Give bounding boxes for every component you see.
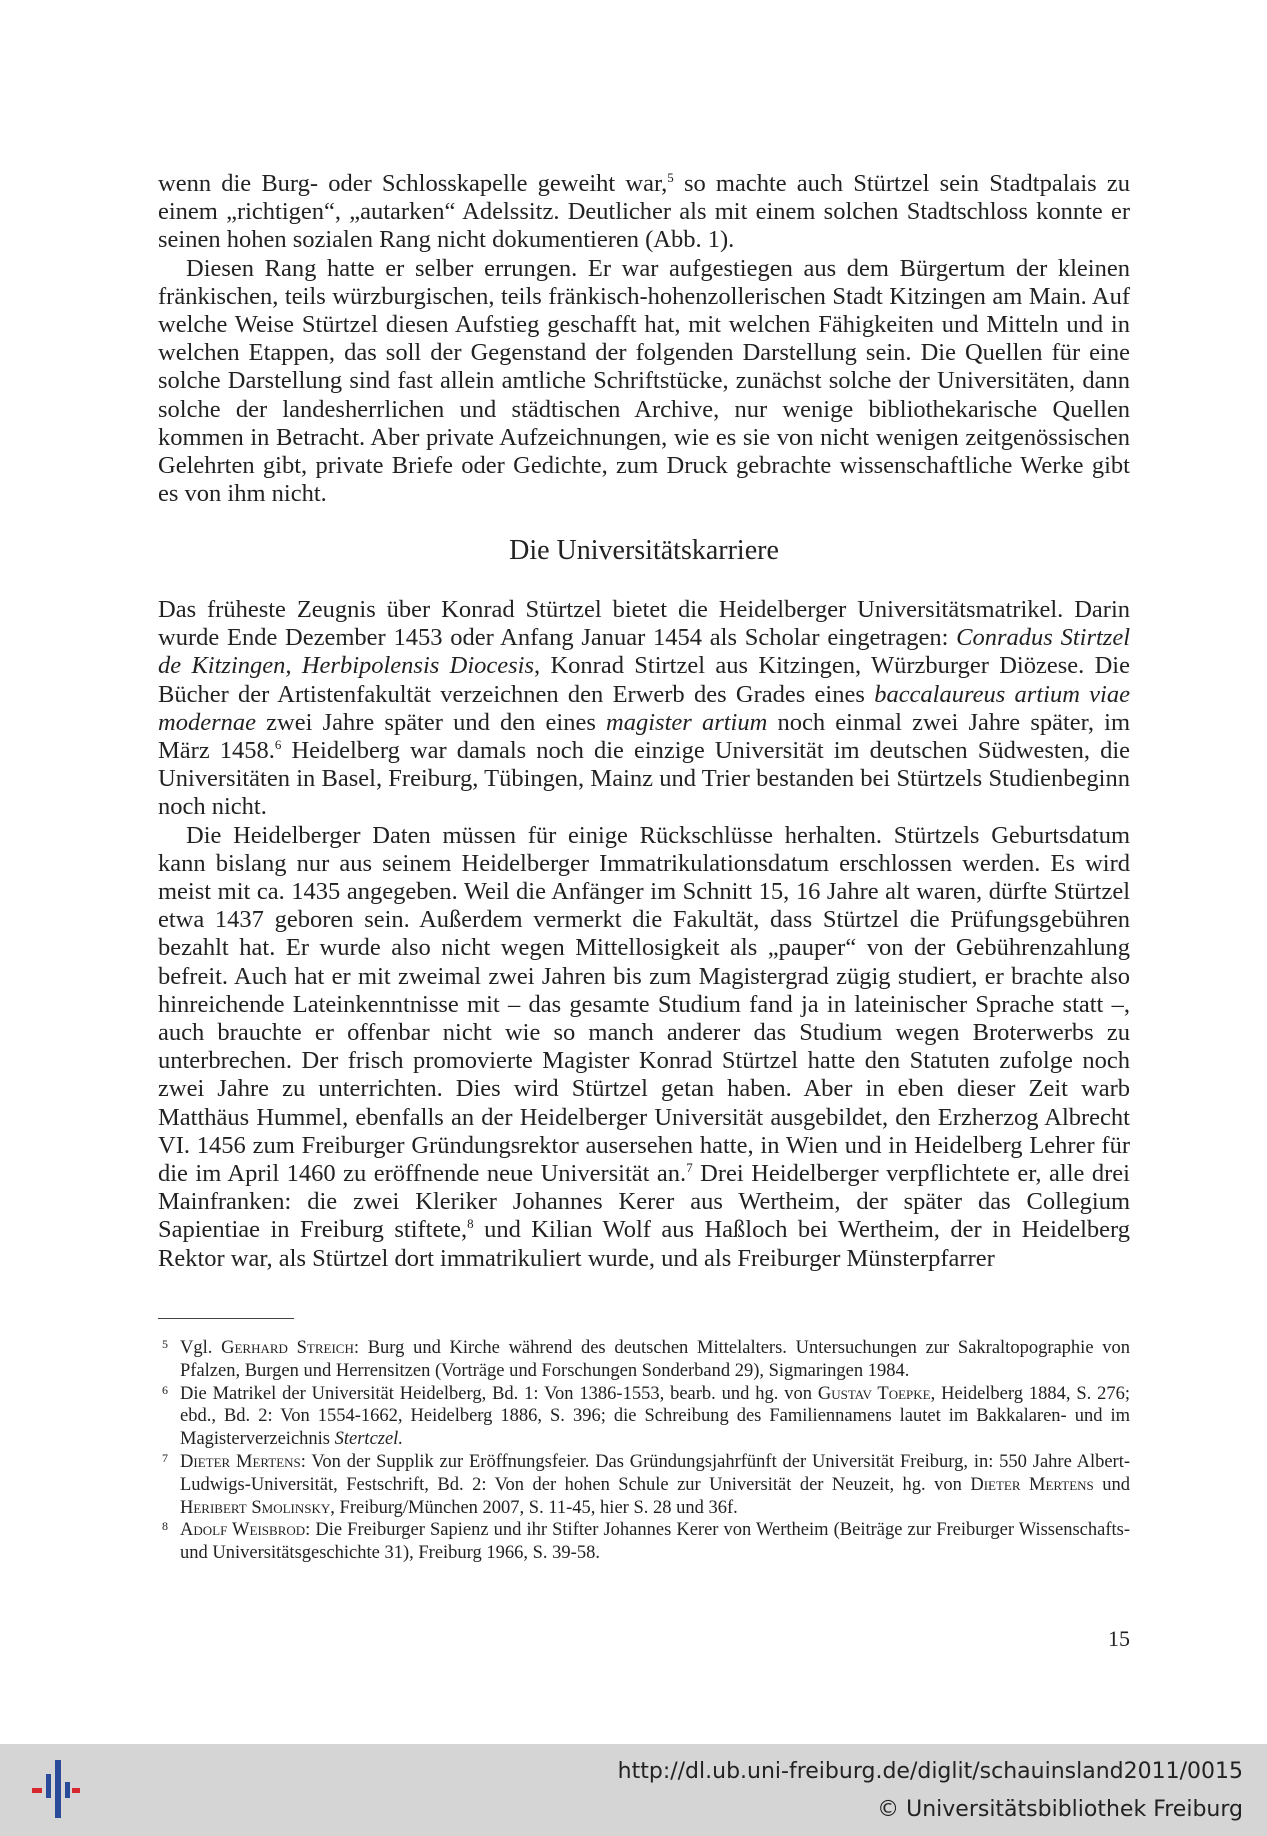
text-run: , Heidelberg 1884, S. 276; ebd., Bd. 2: Von 1554-1662, Heidelberg 1886, S. 396; die Schreibung des Familiennamens lautet im Bakkalaren- und im Magisterverzeichnis — [180, 1383, 1131, 1450]
page-number: 15 — [1108, 1626, 1130, 1651]
footnote-reference: 5 — [667, 169, 674, 185]
author-name: Gerhard Streich — [221, 1338, 354, 1358]
text-run: Das früheste Zeugnis über Konrad Stürtzel bietet die Heidelberger Universitätsmatrikel. Darin wurde Ende Dezember 1453 oder Anfang Januar 1454 als Scholar eingetragen: — [158, 596, 1130, 652]
text-run: so machte auch Stürtzel sein Stadtpalais zu einem „richtigen“, „autarken“ Adelssitz. Deutlicher als mit einem solchen Stadtschloss konnte er seinen hohen sozialen Rang nicht dokumentieren (Abb. 1). — [158, 170, 1130, 254]
section-heading: Die Universitätskarriere — [509, 535, 779, 566]
footnote — [158, 1451, 1130, 1519]
footer-bar — [0, 1744, 1267, 1836]
paragraph — [158, 255, 1130, 509]
text-run: , Freiburg/München 2007, S. 11-45, hier S. 28 und 36f. — [330, 1497, 738, 1518]
text-run: und — [1093, 1474, 1130, 1495]
text-run: : Von der Supplik zur Eröffnungsfeier. Das Gründungsjahrfünft der Universität Freiburg, in: 550 Jahre Albert-Ludwigs-Universität, Festschrift, Bd. 2: Von der hohen Schule zur Universität der Neuzeit, hg. von — [180, 1451, 1131, 1495]
paragraph — [158, 822, 1130, 1273]
text-run: Vgl. — [180, 1338, 222, 1358]
footnote — [158, 1519, 1130, 1565]
author-name: Dieter Mertens — [970, 1474, 1094, 1495]
copyright-notice: © Universitätsbibliothek Freiburg — [877, 1797, 1243, 1822]
text-run: Heidelberg war damals noch die einzige Universität im deutschen Südwesten, die Universitäten in Basel, Freiburg, Tübingen, Mainz und Trier bestanden bei Stürtzels Studienbeginn noch nicht. — [158, 737, 1130, 821]
footnote-reference: 7 — [686, 1159, 693, 1175]
text-run: zwei Jahre später und den eines — [255, 708, 607, 736]
footnote-number: 7 — [162, 1450, 168, 1465]
text-run: und Kilian Wolf aus Haßloch bei Wertheim, der in Heidelberg Rektor war, als Stürtzel dort immatrikuliert wurde, und als Freiburger Münsterpfarrer — [158, 1216, 1130, 1272]
text-run: Die Matrikel der Universität Heidelberg, Bd. 1: Von 1386-1553, bearb. und hg. von — [180, 1383, 818, 1404]
paragraph — [158, 170, 1130, 255]
italic-text: Conradus Stirtzel de Kitzingen, Herbipolensis Diocesis — [158, 624, 1130, 680]
permalink-url[interactable]: http://dl.ub.uni-freiburg.de/diglit/schauinsland2011/0015 — [617, 1759, 1243, 1784]
footnote-number: 6 — [162, 1382, 168, 1397]
text-run: Drei Heidelberger verpflichtete er, alle drei Mainfranken: die zwei Kleriker Johannes Kerer aus Wertheim, der später das Collegium Sapientiae in Freiburg stiftete, — [158, 1160, 1130, 1244]
text-run: : Die Freiburger Sapienz und ihr Stifter Johannes Kerer von Wertheim (Beiträge zur Freiburger Wissenschafts- und Universitätsgeschichte 31), Freiburg 1966, S. 39-58. — [180, 1520, 1130, 1564]
italic-text: Stertczel. — [334, 1429, 403, 1450]
footnote — [158, 1337, 1130, 1383]
footnote-number: 8 — [162, 1519, 168, 1534]
footnotes — [158, 1337, 1130, 1565]
text-run: wenn die Burg- oder Schlosskapelle geweiht war, — [158, 170, 668, 197]
author-name: Dieter Mertens — [180, 1451, 301, 1472]
author-name: Adolf Weisbrod — [180, 1520, 306, 1541]
paragraph — [158, 596, 1130, 822]
body-text-top — [158, 170, 1130, 508]
italic-text: magister artium — [606, 708, 768, 736]
body-text-main — [158, 596, 1130, 1273]
ub-freiburg-logo-icon — [32, 1760, 80, 1820]
italic-text: baccalaureus artium viae modernae — [158, 680, 1130, 736]
text-run: , Konrad Stirtzel aus Kitzingen, Würzburger Diözese. Die Bücher der Artistenfakultät verzeichnen den Erwerb des Grades eines — [158, 652, 1130, 708]
author-name: Heribert Smolinsky — [180, 1497, 331, 1518]
footnote-reference: 6 — [274, 736, 282, 752]
footnote — [158, 1383, 1130, 1451]
text-run: Die Heidelberger Daten müssen für einige Rückschlüsse herhalten. Stürtzels Geburtsdatum kann bislang nur aus seinem Heidelberger Immatrikulationsdatum erschlossen werden. Es wird meist mit ca. 1435 angegeben. Weil die Anfänger im Schnitt 15, 16 Jahre alt waren, dürfte Stürtzel etwa 1437 geboren sein. Außerdem vermerkt die Fakultät, dass Stürtzel die Prüfungsgebühren bezahlt hat. Er wurde also nicht wegen Mittellosigkeit als „pauper“ von der Gebührenzahlung befreit. Auch hat er mit zweimal zwei Jahren bis zum Magistergrad zügig studiert, er brachte also hinreichende Lateinkenntnisse mit – das gesamte Studium fand ja in lateinischer Sprache statt –, auch brauchte er offenbar nicht wie so manch anderer das Studium wegen Broterwerbs zu unterbrechen. Der frisch promovierte Magister Konrad Stürtzel hatte den Statuten zufolge noch zwei Jahre zu unterrichten. Dies wird Stürtzel getan haben. Aber in eben dieser Zeit warb Matthäus Hummel, ebenfalls an der Heidelberger Universität ausgebildet, den Erzherzog Albrecht VI. 1456 zum Freiburger Gründungsrektor ausersehen hatte, in Wien und in Heidelberg Lehrer für die im April 1460 zu eröffnende neue Universität an. — [158, 821, 1130, 1188]
author-name: Gustav Toepke — [817, 1383, 931, 1404]
text-run: noch einmal zwei Jahre später, im März 1458. — [158, 708, 1131, 765]
text-run: Diesen Rang hatte er selber errungen. Er war aufgestiegen aus dem Bürgertum der kleinen fränkischen, teils würzburgischen, teils fränkisch-hohenzollerischen Stadt Kitzingen am Main. Auf welche Weise Stürtzel diesen Aufstieg geschafft hat, mit welchen Fähigkeiten und Mitteln und in welchen Etappen, das soll der Gegenstand der folgenden Darstellung sein. Die Quellen für eine solche Darstellung sind fast allein amtliche Schriftstücke, zunächst solche der Universitäten, dann solche der landesherrlichen und städtischen Archive, nur wenige bibliothekarische Quellen kommen in Betracht. Aber private Aufzeichnungen, wie es sie von nicht wenigen zeitgenössischen Gelehrten gibt, private Briefe oder Gedichte, zum Druck gebrachte wissenschaftliche Werke gibt es von ihm nicht. — [158, 254, 1130, 508]
footnote-divider — [158, 1318, 294, 1319]
text-run: : Burg und Kirche während des deutschen Mittelalters. Untersuchungen zur Sakraltopographie von Pfalzen, Burgen und Herrensitzen (Vorträge und Forschungen Sonderband 29), Sigmaringen 1984. — [180, 1338, 1130, 1381]
footnote-number: 5 — [162, 1337, 168, 1351]
footnote-reference: 8 — [467, 1216, 474, 1232]
